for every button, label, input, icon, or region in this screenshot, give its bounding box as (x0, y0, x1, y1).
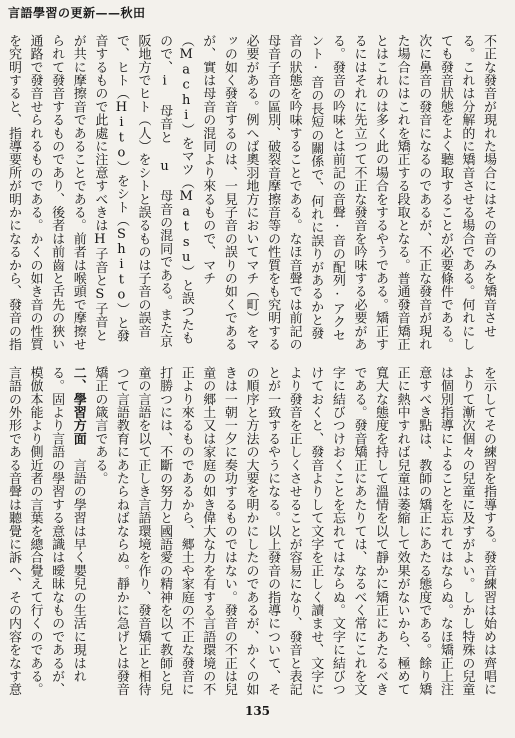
upper-text-block (0, 34, 499, 352)
upper-paragraph: 不正な發音が現れた場合にはその音のみを矯音させる。これは分解的に矯音させる場合である。何れにしても發音狀態をよく聽取することが必要條件である。次に鼻音の發音になるのであるが、不正な發音が現れた場合にはこれを矯正する段取となる。普通發音矯正とはこれのは多く此の場合をするやうである。矯正するにはそれに先立つて不正な發音を吟味する必要がある。發音の吟味とは前記の音聲·音の配列·アクセント·音の長短の關係で、何れに誤りがあるかと發音の狀態を吟味することである。なほ音聲では前記の母音子音の區別、破裂音摩擦音等の性質をも究明する必要がある。例へば奧羽地方においてマチ（町）をマッの如く發音するのは、一見子音の誤りの如くであるが、實は母音の混同より來るもので、マチ（Machi）をマツ（Matsu）と誤つたもので、i 母音と u 母音の混同である。また京阪地方でヒト（人）をシトと誤るものは子音の誤音で、ヒト（Hito）をシト（Shito）と發音するもので此處に注意すべきはH子音とS子音とが共に摩擦音であることである。前者は喉頭で摩擦せられて發音するものであり、後者は前齒と舌先の狹い通路で發音せられるものである。かくの如き音の性質を究明すると、指導要所が明かになるから、發音の指 (5, 34, 496, 351)
page-number: 135 (244, 704, 271, 718)
running-header: 言語學習の更新——秋田 (8, 6, 146, 20)
lower-paragraph: を示してその練習を指導する。發音練習は始めは齊唱によりて漸次個々の兒童に及すがよい。しかし特殊の兒童は個別指導によることを忘れてはならぬ。なほ矯正上注意すべき點は、教師の矯正にあたる態度である。餘り矯正に熱中すれば兒童は萎縮して效果がないから、極めて寬大な態度を持して溫情を以て靜かに矯正にあたるべきである。發音矯正にあたりては、なるべく常にこれを文字に結びつけおくことを忘れてはならぬ。文字に結びつけておくと、發音よりして文字を正しく讀ませ、文字により發音を正しくさせることが容易になり、發音と表記とが一致するやうになる。以上發音の指導について、その順序と方法の大要を明かにしたのであるが、かくの如きは一朝一夕に奏功するものではない。發音の不正は兒童の郷土又は家庭の如き偉大な力を有する言語環境の不正より來るものであるから、郷土や家庭の不正な發音に打勝つには、不斷の努力と國語愛の精神を以て教師と兒童の言語を以て正しき言語環境を作り、發音矯正と相待つて言語教育にあたらねばならぬ。靜かに急げとは發音矯正の箴言である。 (92, 366, 496, 696)
section-heading: 二、學習方面 (70, 366, 86, 446)
section-paragraph (0, 366, 89, 696)
section-text: 言語の學習は早く嬰兒の生活に現はれる。固より言語の學習する意識は曖昧なものであるが、模倣本能より側近者の言葉を總合覺えて行くのである。言語の外形である音聲は聽覺に訴へ、その内容をなす意 (5, 366, 86, 696)
lower-text-block (0, 366, 499, 696)
